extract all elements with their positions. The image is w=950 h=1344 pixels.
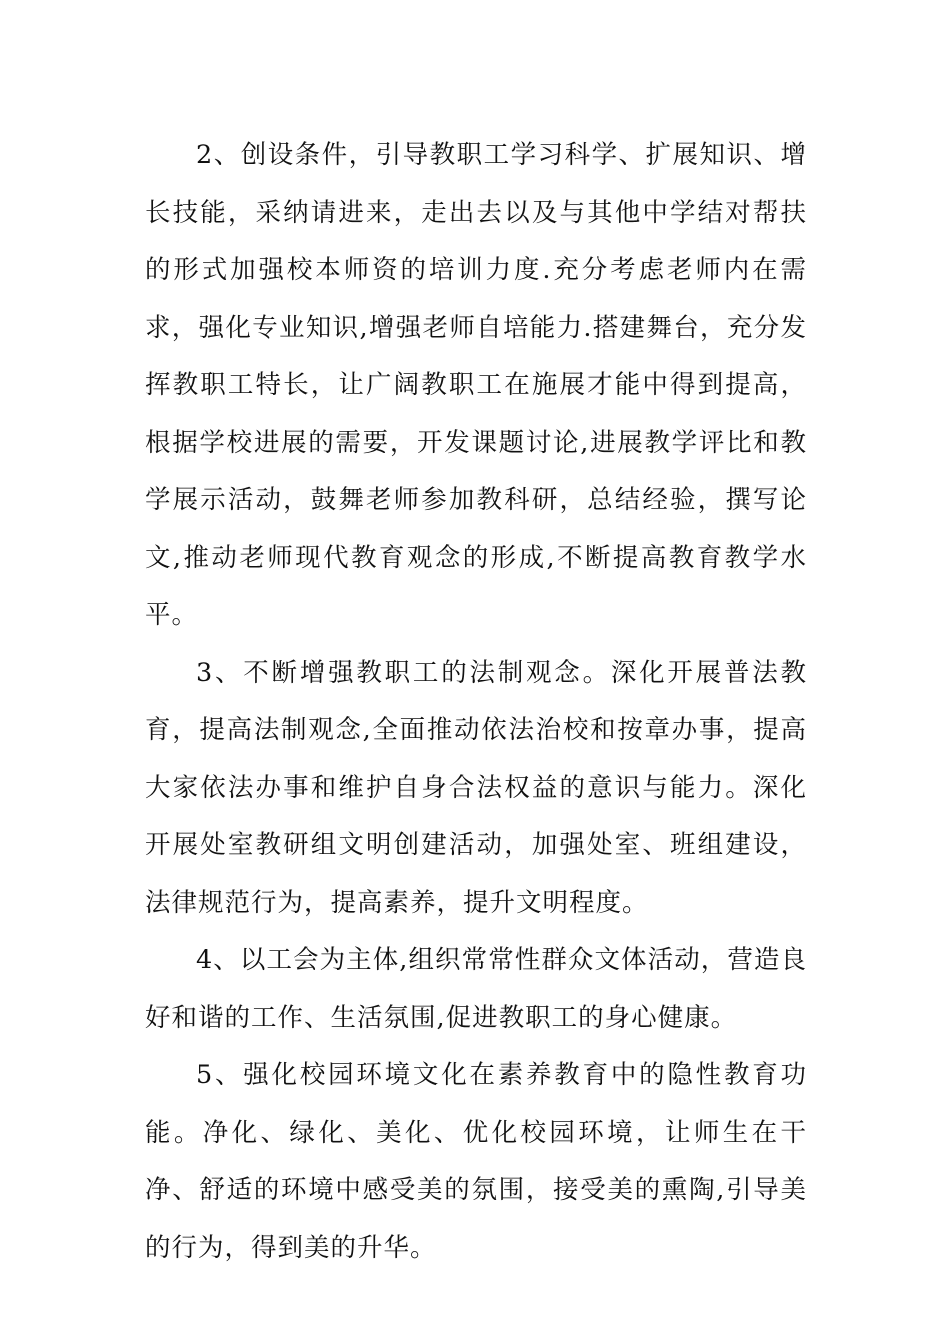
- paragraph-item-5: 5、强化校园环境文化在素养教育中的隐性教育功能。净化、绿化、美化、优化校园环境，让师生在干净、舒适的环境中感受美的氛围，接受美的熏陶,引导美的行为，得到美的升华。: [145, 1060, 807, 1263]
- paragraph-item-2: 2、创设条件，引导教职工学习科学、扩展知识、增长技能，采纳请进来，走出去以及与其他中学结对帮扶的形式加强校本师资的培训力度.充分考虑老师内在需求，强化专业知识,增强老师自培能力.搭建舞台，充分发挥教职工特长，让广阔教职工在施展才能中得到提高，根据学校进展的需要，开发课题讨论,进展教学评比和教学展示活动，鼓舞老师参加教科研，总结经验，撰写论文,推动老师现代教育观念的形成,不断提高教育教学水平。: [145, 140, 807, 630]
- paragraph-item-3: 3、不断增强教职工的法制观念。深化开展普法教育，提高法制观念,全面推动依法治校和按章办事，提高大家依法办事和维护自身合法权益的意识与能力。深化开展处室教研组文明创建活动，加强处室、班组建设，法律规范行为，提高素养，提升文明程度。: [145, 657, 807, 918]
- paragraph-item-4: 4、以工会为主体,组织常常性群众文体活动，营造良好和谐的工作、生活氛围,促进教职工的身心健康。: [145, 945, 807, 1033]
- document-body: [145, 127, 807, 1277]
